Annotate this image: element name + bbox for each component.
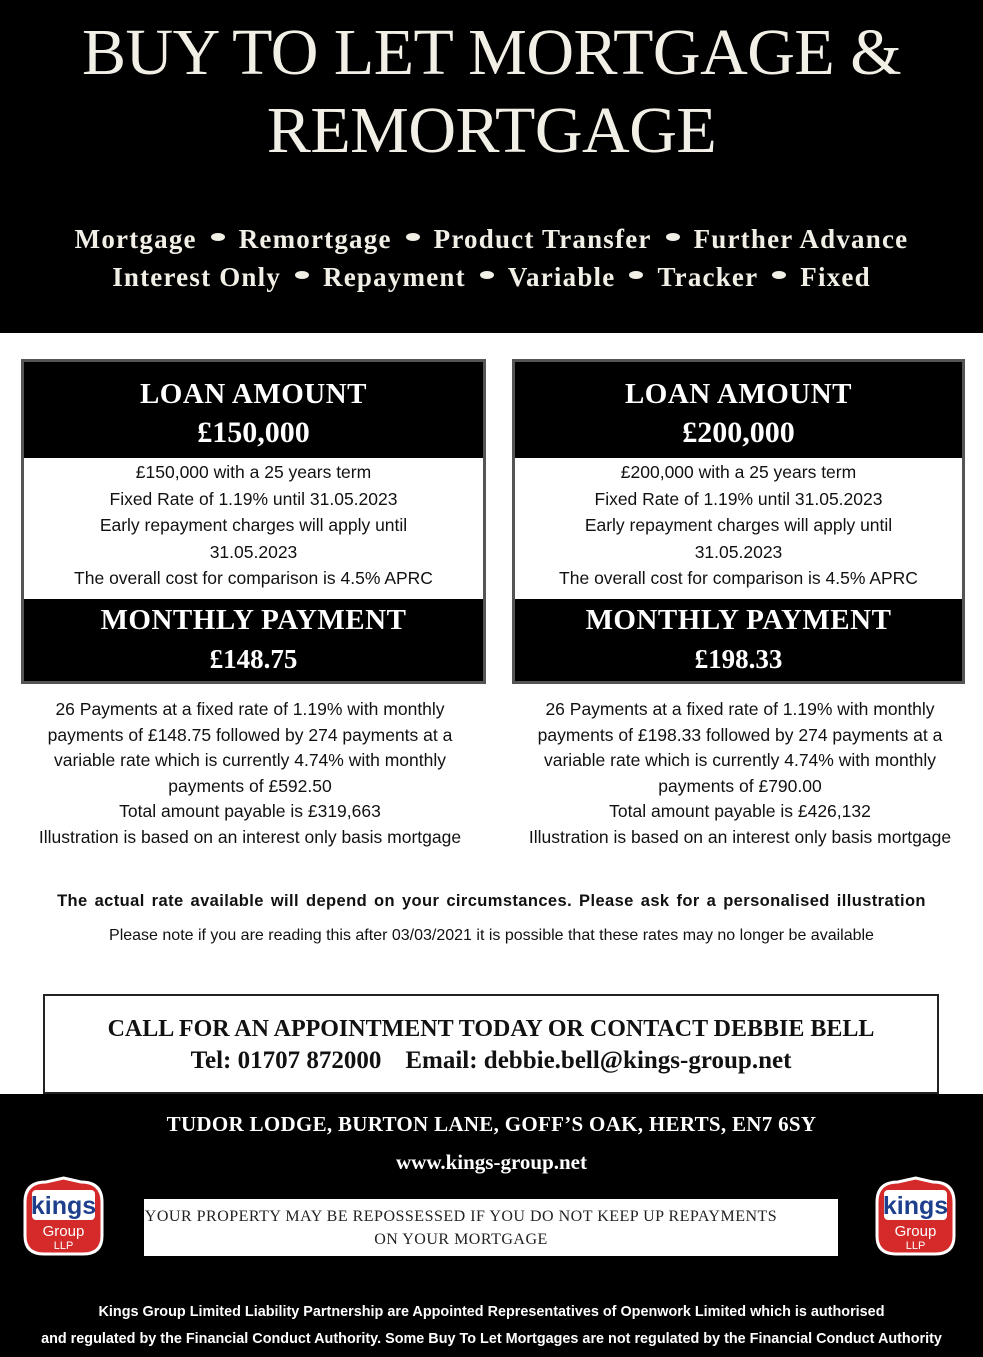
- legal-line-2: and regulated by the Financial Conduct Authority. Some Buy To Let Mortgages are not regulated by the Financial Conduct Authority: [41, 1330, 942, 1347]
- bullet-icon: [772, 271, 786, 279]
- tag-row-2: [0, 258, 983, 296]
- loan-card-150k: [21, 359, 486, 684]
- tag-remortgage: Remortgage: [238, 224, 392, 254]
- repossession-warning: [144, 1199, 838, 1256]
- detail-line: The overall cost for comparison is 4.5% APRC: [74, 568, 433, 588]
- payment-description-150k: [10, 697, 490, 850]
- detail-line: £200,000 with a 25 years term: [620, 462, 857, 482]
- description-line: payments of £790.00: [658, 775, 822, 796]
- bullet-icon: [406, 233, 420, 241]
- email-address[interactable]: Email: debbie.bell@kings-group.net: [405, 1047, 792, 1074]
- product-tags: [0, 220, 983, 296]
- regulatory-statement: [20, 1298, 964, 1352]
- description-line: variable rate which is currently 4.74% with monthly: [544, 750, 936, 770]
- logo-sub-1: Group: [894, 1223, 937, 1240]
- bullet-icon: [666, 233, 680, 241]
- payment-description-200k: [501, 697, 979, 850]
- loan-amount-header: [515, 362, 962, 458]
- tag-product-transfer: Product Transfer: [433, 224, 652, 254]
- detail-line: Fixed Rate of 1.19% until 31.05.2023: [109, 488, 398, 509]
- loan-amount-label: LOAN AMOUNT: [624, 378, 853, 410]
- monthly-payment-value: £148.75: [209, 644, 298, 674]
- monthly-payment-footer: [24, 599, 483, 681]
- header-banner: [0, 0, 983, 333]
- kings-group-logo: [23, 1176, 104, 1256]
- bullet-icon: [480, 271, 494, 279]
- logo-sub-2: LLP: [905, 1240, 926, 1252]
- detail-line: £150,000 with a 25 years term: [135, 462, 372, 482]
- logo-wordmark: kings: [882, 1192, 949, 1220]
- logo-wordmark: kings: [30, 1192, 97, 1220]
- loan-amount-value: £200,000: [682, 416, 795, 449]
- tag-tracker: Tracker: [657, 262, 759, 292]
- loan-details: [515, 458, 962, 599]
- detail-line: The overall cost for comparison is 4.5% APRC: [559, 568, 918, 588]
- loan-card-200k: [512, 359, 965, 684]
- description-line: payments of £148.75 followed by 274 payments at a: [47, 724, 453, 745]
- loan-details: [24, 458, 483, 599]
- monthly-payment-value: £198.33: [694, 644, 783, 674]
- rate-disclaimer: The actual rate available will depend on your circumstances. Please ask for a personalised illustration: [57, 892, 926, 910]
- description-line: variable rate which is currently 4.74% with monthly: [54, 750, 446, 770]
- bullet-icon: [295, 271, 309, 279]
- logo-sub-2: LLP: [53, 1240, 74, 1252]
- tag-interest-only: Interest Only: [112, 262, 282, 292]
- tag-repayment: Repayment: [323, 262, 466, 292]
- description-line: 26 Payments at a fixed rate of 1.19% with monthly: [55, 699, 445, 719]
- description-line: Illustration is based on an interest only basis mortgage: [38, 826, 462, 847]
- contact-details: [45, 1044, 937, 1078]
- detail-line: 31.05.2023: [694, 541, 783, 562]
- logo-sub-1: Group: [42, 1223, 85, 1240]
- page-title: [0, 0, 983, 170]
- description-line: Total amount payable is £426,132: [609, 801, 871, 821]
- description-line: 26 Payments at a fixed rate of 1.19% with monthly: [545, 699, 935, 719]
- phone-number[interactable]: Tel: 01707 872000: [190, 1047, 382, 1074]
- description-line: payments of £198.33 followed by 274 payments at a: [537, 724, 943, 745]
- description-line: payments of £592.50: [168, 775, 332, 796]
- bullet-icon: [629, 271, 643, 279]
- bullet-icon: [211, 233, 225, 241]
- detail-line: Early repayment charges will apply until: [99, 515, 408, 535]
- office-address: TUDOR LODGE, BURTON LANE, GOFF’S OAK, HERTS, EN7 6SY: [166, 1112, 817, 1136]
- description-line: Illustration is based on an interest only basis mortgage: [528, 826, 952, 847]
- tag-fixed: Fixed: [800, 262, 871, 292]
- warning-line-1: YOUR PROPERTY MAY BE REPOSSESSED IF YOU DO NOT KEEP UP REPAYMENTS: [144, 1208, 778, 1225]
- footer: [0, 1094, 983, 1357]
- kings-group-logo: [875, 1176, 956, 1256]
- monthly-payment-footer: [515, 599, 962, 681]
- loan-amount-value: £150,000: [197, 416, 310, 449]
- expiry-note: Please note if you are reading this after 03/03/2021 it is possible that these rates may no longer be available: [109, 927, 874, 944]
- tag-mortgage: Mortgage: [74, 224, 197, 254]
- loan-amount-header: [24, 362, 483, 458]
- monthly-payment-label: MONTHLY PAYMENT: [585, 604, 892, 636]
- contact-heading: CALL FOR AN APPOINTMENT TODAY OR CONTACT DEBBIE BELL: [107, 1016, 875, 1042]
- detail-line: Early repayment charges will apply until: [584, 515, 893, 535]
- tag-further-advance: Further Advance: [693, 224, 909, 254]
- contact-box: [43, 994, 939, 1094]
- tag-row-1: [0, 220, 983, 258]
- detail-line: 31.05.2023: [209, 541, 298, 562]
- website-link[interactable]: www.kings-group.net: [396, 1150, 587, 1174]
- loan-amount-label: LOAN AMOUNT: [139, 378, 368, 410]
- legal-line-1: Kings Group Limited Liability Partnership are Appointed Representatives of Openwork Limited which is authorised: [98, 1303, 885, 1320]
- warning-line-2: ON YOUR MORTGAGE: [374, 1231, 548, 1248]
- title-line-1: BUY TO LET MORTGAGE &: [81, 16, 902, 89]
- title-line-2: REMORTGAGE: [266, 94, 717, 167]
- detail-line: Fixed Rate of 1.19% until 31.05.2023: [594, 488, 883, 509]
- monthly-payment-label: MONTHLY PAYMENT: [100, 604, 407, 636]
- tag-variable: Variable: [507, 262, 616, 292]
- description-line: Total amount payable is £319,663: [119, 801, 381, 821]
